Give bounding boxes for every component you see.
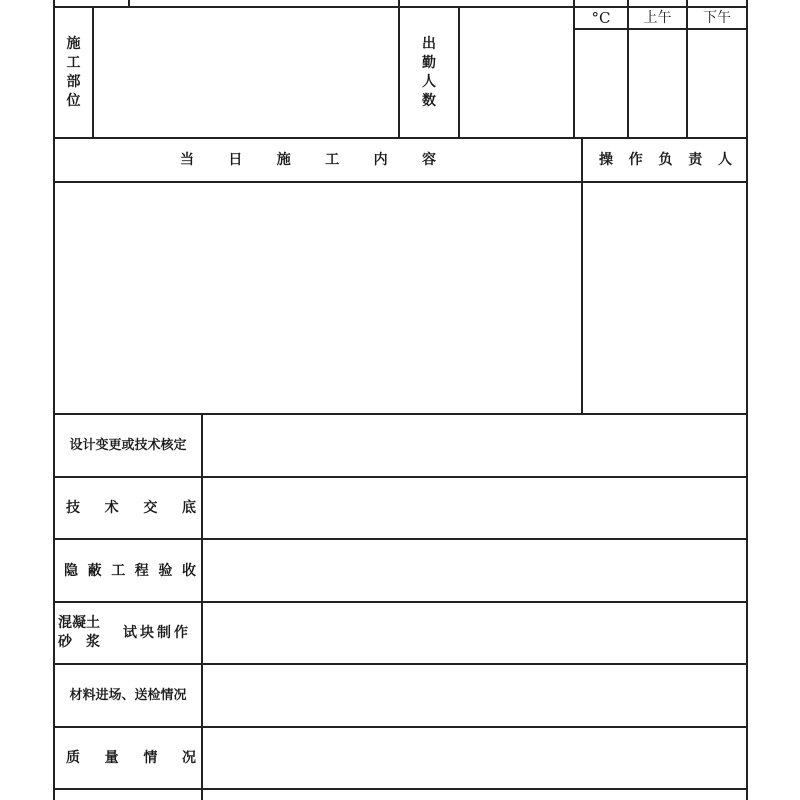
daily-content-field[interactable] (55, 183, 581, 413)
temp-unit-label: °C (591, 8, 611, 27)
content-header-label (180, 139, 436, 181)
quality-field[interactable] (203, 728, 746, 788)
concealed-works-char: 蔽 (87, 562, 102, 579)
test-block-material-label (58, 603, 114, 663)
location-label-char: 部 (66, 74, 81, 90)
person-in-charge-char: 负 (658, 152, 673, 168)
design-change-field[interactable] (203, 415, 746, 476)
person-in-charge-char: 操 (599, 152, 613, 168)
person-in-charge-char: 作 (628, 152, 643, 168)
location-label (55, 8, 92, 138)
attendance-label-char: 人 (422, 74, 436, 90)
tech-disclosure-char: 技 (66, 500, 80, 516)
concealed-works-char: 收 (181, 562, 196, 579)
content-header-char: 施 (276, 152, 291, 168)
content-header-char: 日 (228, 152, 243, 168)
tech-disclosure-field[interactable] (203, 478, 746, 538)
location-value-field[interactable] (94, 8, 398, 137)
content-header-char: 工 (325, 152, 340, 168)
material-arrival-field[interactable] (203, 665, 746, 726)
test-block-field[interactable] (203, 603, 746, 663)
location-label-char: 工 (66, 55, 81, 71)
concealed-works-field[interactable] (203, 540, 746, 601)
attendance-label-char: 勤 (422, 55, 436, 71)
tech-disclosure-char: 底 (181, 500, 196, 516)
person-in-charge-char: 责 (688, 152, 703, 168)
concealed-works-label (64, 540, 196, 601)
concealed-works-char: 工 (111, 562, 126, 579)
test-block-suffix-label: 试块制作 (123, 625, 191, 641)
temp-subheader-line (575, 28, 747, 30)
top-row-divider-1 (128, 0, 130, 7)
design-change-label: 设计变更或技术核定 (69, 438, 187, 453)
attendance-label-char: 出 (422, 36, 436, 52)
border-right (746, 0, 748, 800)
concealed-works-char: 程 (134, 562, 149, 579)
test-block-material-line: 砂 浆 (58, 634, 100, 650)
person-in-charge-char: 人 (718, 152, 732, 168)
content-header-char: 内 (373, 152, 388, 168)
content-header-char: 当 (180, 152, 194, 168)
quality-char: 情 (143, 750, 158, 766)
content-header-char: 容 (421, 152, 436, 168)
quality-char: 质 (66, 750, 80, 766)
test-block-material-line: 混凝土 (58, 615, 100, 631)
attendance-label (400, 8, 458, 138)
quality-char: 量 (104, 750, 119, 766)
person-in-charge-label (599, 139, 732, 181)
quality-label (66, 728, 196, 788)
quality-char: 况 (181, 750, 196, 766)
material-arrival-label: 材料进场、送检情况 (69, 688, 187, 703)
attendance-label-char: 数 (422, 93, 436, 109)
concealed-works-char: 验 (158, 562, 173, 579)
tech-disclosure-label (66, 478, 196, 538)
location-label-char: 施 (66, 36, 81, 52)
concealed-works-char: 隐 (64, 562, 78, 579)
row-line-789 (53, 788, 748, 790)
location-label-char: 位 (66, 93, 81, 109)
tech-disclosure-char: 术 (104, 500, 119, 516)
tech-disclosure-char: 交 (143, 500, 158, 516)
temp-pm-label: 下午 (703, 10, 731, 26)
temp-am-label: 上午 (643, 10, 672, 26)
attendance-value-field[interactable] (460, 8, 573, 137)
person-in-charge-field[interactable] (583, 183, 746, 413)
